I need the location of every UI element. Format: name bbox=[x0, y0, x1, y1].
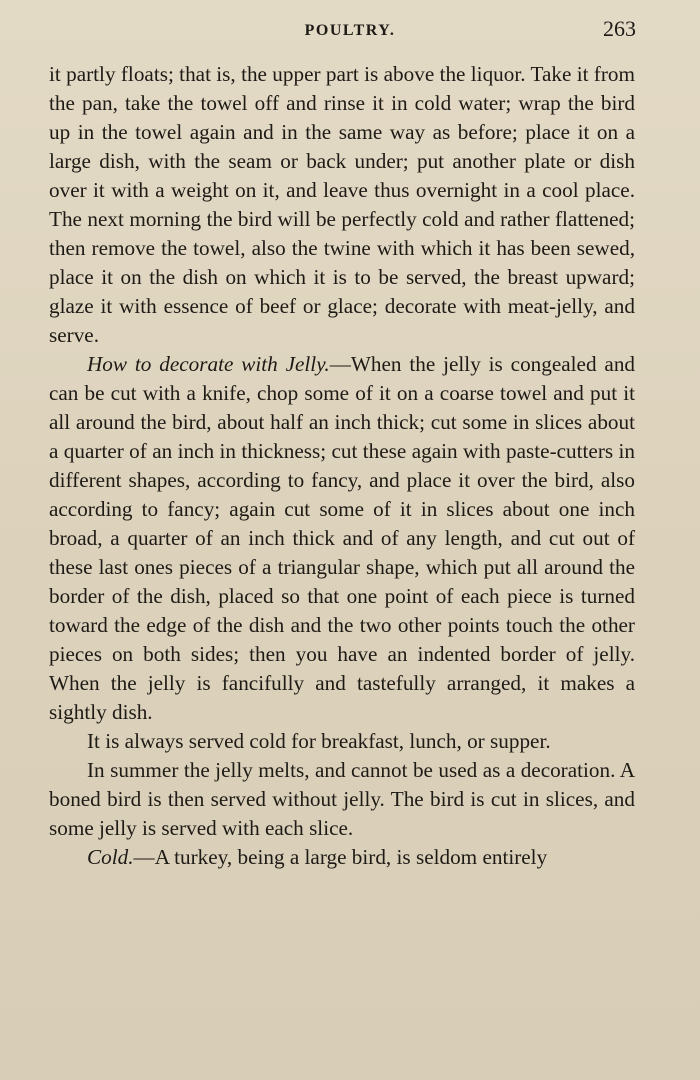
paragraph-served-cold bbox=[49, 727, 635, 756]
run-in-heading: How to decorate with Jelly. bbox=[87, 352, 330, 376]
page-number: 263 bbox=[603, 16, 636, 41]
paragraph-text: In summer the jelly melts, and cannot be used as a decoration. A boned bird is then served without jelly. The bird is cut in slices, and some jelly is served with each slice. bbox=[49, 758, 635, 840]
paragraph-continuation bbox=[49, 60, 635, 350]
paragraph-text: it partly floats; that is, the upper part is above the liquor. Take it from the pan, take the towel off and rinse it in cold water; wrap the bird up in the towel again and in the same way as before; place it on a large dish, with the seam or back under; put another plate or dish over it with a weight on it, and leave thus overnight in a cool place. The next morning the bird will be perfectly cold and rather flattened; then remove the towel, also the twine with which it has been sewed, place it on the dish on which it is to be served, the breast upward; glaze it with essence of beef or glace; decorate with meat-jelly, and serve. bbox=[49, 62, 635, 347]
paragraph-summer bbox=[49, 756, 635, 843]
paragraph-decorate-with-jelly bbox=[49, 350, 635, 727]
paragraph-text: It is always served cold for breakfast, lunch, or supper. bbox=[87, 729, 551, 753]
body-text bbox=[49, 60, 635, 872]
paragraph-cold bbox=[49, 843, 635, 872]
running-head: POULTRY. bbox=[304, 22, 396, 39]
page-header bbox=[0, 12, 700, 46]
paragraph-text: —When the jelly is congealed and can be cut with a knife, chop some of it on a coarse towel and put it all around the bird, about half an inch thick; cut some in slices about a quarter of an inch in thickness; cut these again with paste-cutters in different shapes, according to fancy, and place it over the bird, also according to fancy; again cut some of it in slices about one inch broad, a quarter of an inch thick and of any length, and cut out of these last ones pieces of a triangular shape, which put all around the border of the dish, placed so that one point of each piece is turned toward the edge of the dish and the two other points touch the other pieces on both sides; then you have an indented border of jelly. When the jelly is fancifully and tastefully arranged, it makes a sightly dish. bbox=[49, 352, 636, 724]
paragraph-text: —A turkey, being a large bird, is seldom entirely bbox=[133, 845, 548, 869]
run-in-heading: Cold. bbox=[87, 845, 134, 869]
